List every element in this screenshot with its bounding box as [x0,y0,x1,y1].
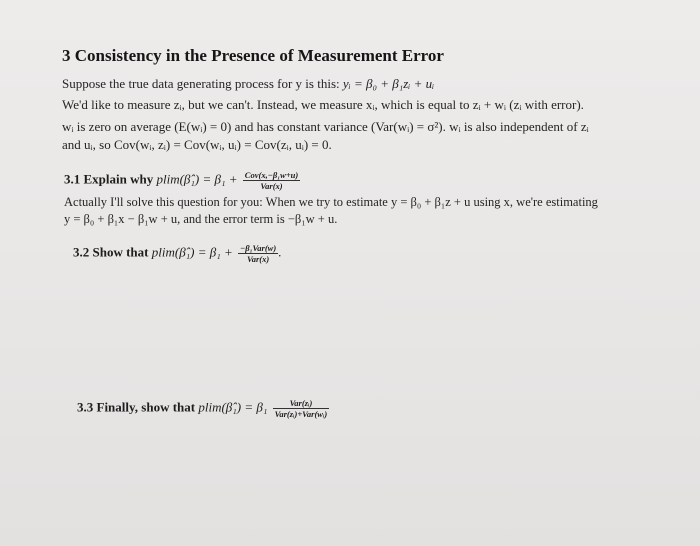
answer-line-2: y = β₀ + β₁x − β₁w + u, and the error term is −β₁w + u. [64,212,338,226]
question-3-2-period: . [278,244,282,260]
question-3-3-numerator: Var(zᵢ) [273,398,330,409]
intro-line-3: wᵢ is zero on average (E(wᵢ) = 0) and has constant variance (Var(wᵢ) = σ²). wᵢ is also independent of zᵢ [62,119,589,134]
question-3-2-denominator: Var(x) [247,254,270,264]
question-3-1-denominator: Var(x) [260,181,283,191]
question-3-3-lhs: plim(β̂₁) = β₁ [198,399,268,415]
question-3-3 [77,398,329,419]
question-3-1 [64,170,300,191]
question-3-1-label: 3.1 Explain why [64,171,157,187]
intro-line-2: We'd like to measure zᵢ, but we can't. Instead, we measure xᵢ, which is equal to zᵢ + wᵢ (zᵢ with error). [62,97,584,112]
intro-line-4: and uᵢ, so Cov(wᵢ, zᵢ) = Cov(wᵢ, uᵢ) = Cov(zᵢ, uᵢ) = 0. [62,137,332,152]
intro-line-1 [62,76,434,92]
question-3-2-numerator: −β₁Var(w) [240,243,277,253]
question-3-3-denominator: Var(zᵢ)+Var(wᵢ) [274,409,328,419]
answer-line-1: Actually I'll solve this question for you: When we try to estimate y = β₀ + β₁z + u using x, we're estimating [64,195,598,209]
question-3-1-numerator: Cov(x,−β₁w+u) [244,170,299,180]
question-3-2-label: 3.2 Show that [73,244,152,260]
intro-line-1-equation: yᵢ = β₀ + β₁zᵢ + uᵢ [342,76,435,91]
question-3-2-fraction [238,243,278,264]
intro-line-1-text: Suppose the true data generating process for y is this: [62,76,343,91]
question-3-2 [73,243,281,264]
question-3-1-fraction [243,170,300,191]
question-3-3-label: 3.3 Finally, show that [77,399,199,415]
question-3-1-lhs: plim(β̂₁) = β₁ + [156,171,238,187]
section-title: 3 Consistency in the Presence of Measurement Error [62,46,444,65]
question-3-2-lhs: plim(β̂₁) = β₁ + [151,244,233,260]
question-3-3-fraction [273,398,330,419]
